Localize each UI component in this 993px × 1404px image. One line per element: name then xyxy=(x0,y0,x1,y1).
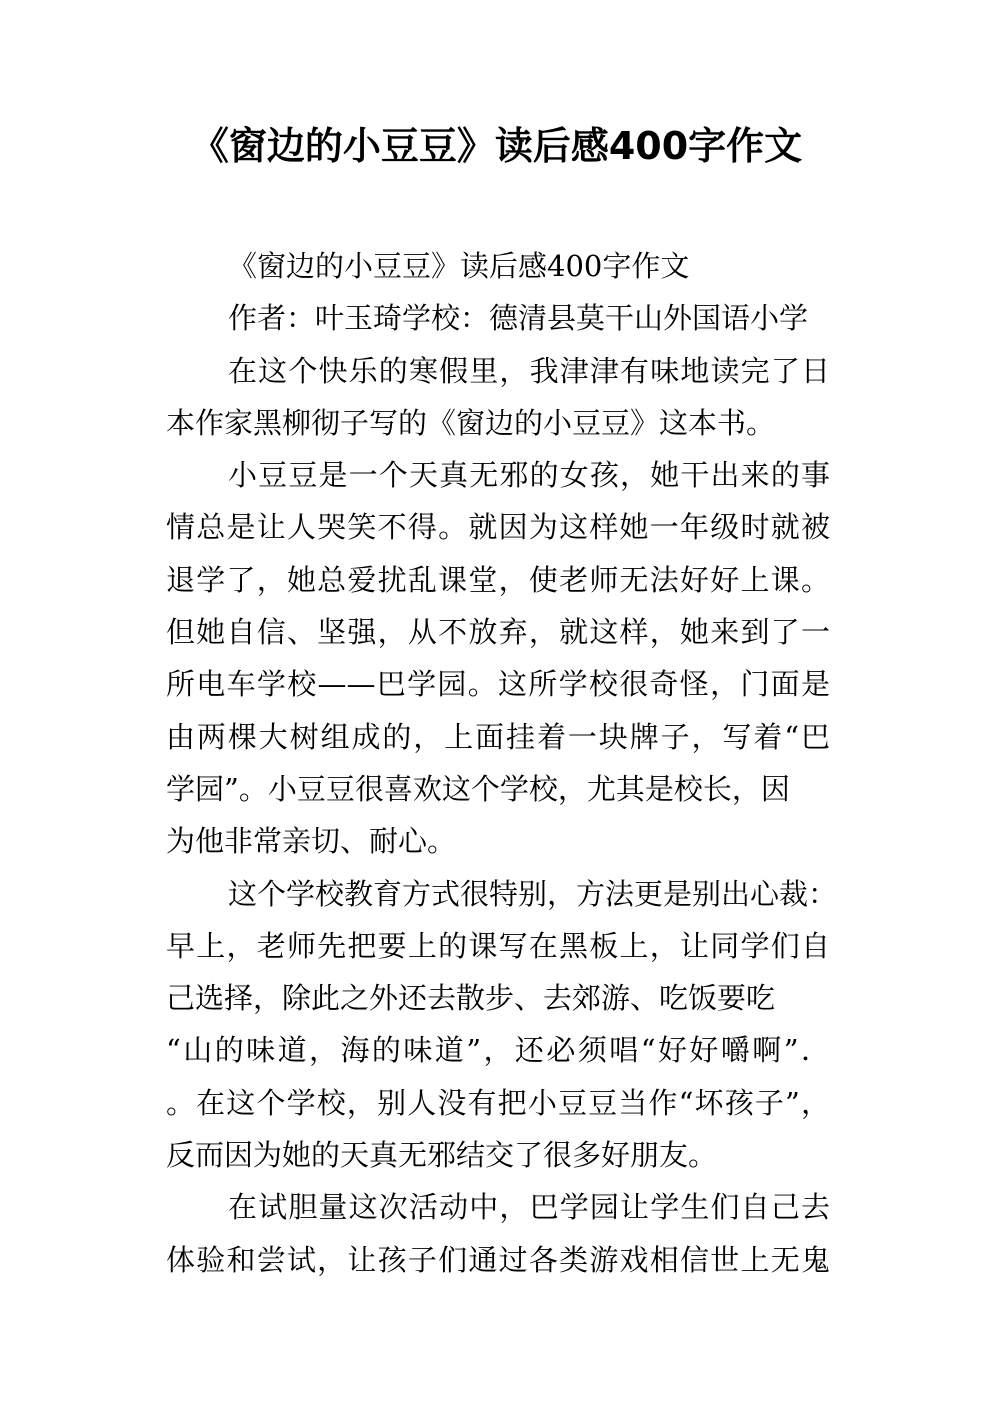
paragraph-line: 学园”。小豆豆很喜欢这个学校，尤其是校长，因 xyxy=(166,771,790,806)
paragraph-line: 但她自信、坚强，从不放弃，就这样，她来到了一 xyxy=(166,615,830,650)
paragraph-line: 。在这个学校，别人没有把小豆豆当作“坏孩子”， xyxy=(166,1085,830,1120)
paragraph-line: 体验和尝试，让孩子们通过各类游戏相信世上无鬼 xyxy=(166,1242,830,1277)
paragraph-line: 在这个快乐的寒假里，我津津有味地读完了日 xyxy=(228,353,830,388)
paragraph-line: 所电车学校——巴学园。这所学校很奇怪，门面是 xyxy=(166,667,830,702)
paragraph-line: 反而因为她的天真无邪结交了很多好朋友。 xyxy=(166,1138,718,1173)
paragraph-line: 本作家黑柳彻子写的《窗边的小豆豆》这本书。 xyxy=(166,405,776,440)
paragraph-line: 为他非常亲切、耐心。 xyxy=(166,824,457,859)
paragraph-line: 这个学校教育方式很特别，方法更是别出心裁： xyxy=(228,876,838,911)
paragraph-line: “山的味道，海的味道”，还必须唱“好好嚼啊”． xyxy=(166,1033,830,1068)
paragraph-line: 情总是让人哭笑不得。就因为这样她一年级时就被 xyxy=(166,510,830,545)
paragraph-line: 小豆豆是一个天真无邪的女孩，她干出来的事 xyxy=(228,458,830,493)
paragraph-line: 在试胆量这次活动中，巴学园让学生们自己去 xyxy=(228,1190,830,1225)
subtitle-line: 《窗边的小豆豆》读后感400字作文 xyxy=(228,249,690,283)
paragraph-line: 退学了，她总爱扰乱课堂，使老师无法好好上课。 xyxy=(166,562,830,597)
paragraph-line: 早上，老师先把要上的课写在黑板上，让同学们自 xyxy=(166,928,830,963)
paragraph-line: 由两棵大树组成的，上面挂着一块牌子，写着“巴 xyxy=(166,719,830,754)
page-title: 《窗边的小豆豆》读后感400字作文 xyxy=(190,124,803,168)
paragraph-line: 己选择，除此之外还去散步、去郊游、吃饭要吃 xyxy=(166,981,776,1016)
author-line: 作者：叶玉琦学校：德清县莫干山外国语小学 xyxy=(228,301,809,336)
article-body xyxy=(166,240,838,1286)
